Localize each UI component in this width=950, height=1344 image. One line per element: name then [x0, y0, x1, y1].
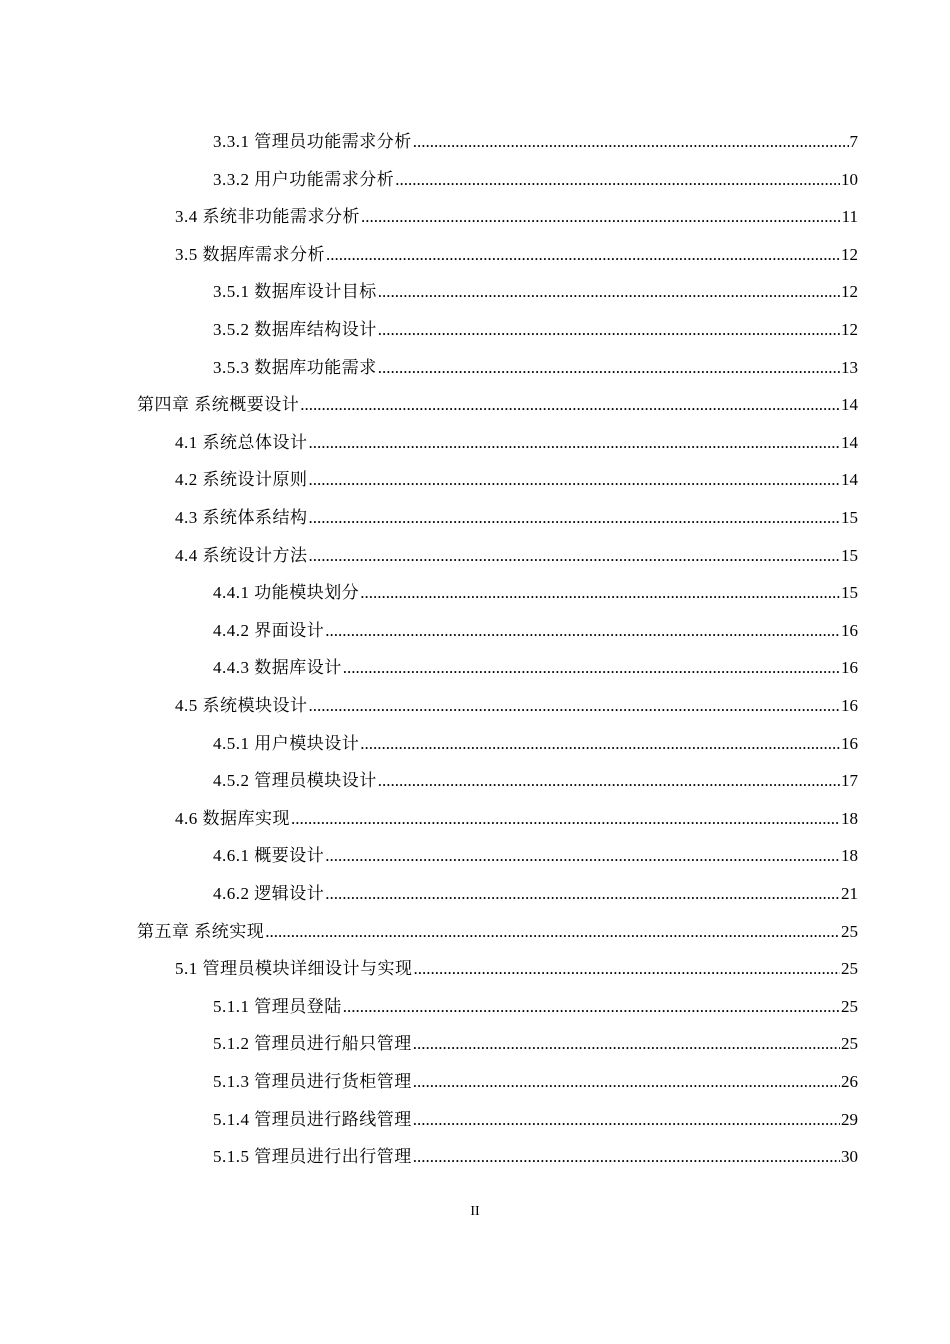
toc-entry-title: 5.1.1 管理员登陆	[213, 996, 342, 1016]
toc-entry-page-number: 14	[841, 432, 858, 452]
toc-entry-level-3[interactable]	[213, 995, 858, 1019]
toc-entry-page-number: 25	[841, 959, 858, 979]
toc-entry-title: 5.1.2 管理员进行船只管理	[213, 1034, 412, 1054]
toc-entry-title: 4.4.3 数据库设计	[213, 658, 342, 678]
toc-entry-title: 4.4.1 功能模块划分	[213, 583, 360, 603]
toc-entry-level-1[interactable]	[137, 393, 858, 417]
toc-dot-leader	[413, 1108, 840, 1132]
toc-dot-leader	[309, 431, 841, 455]
toc-dot-leader	[378, 318, 840, 342]
toc-entry-title: 4.5 系统模块设计	[175, 696, 308, 715]
toc-entry-page-number: 13	[841, 357, 858, 377]
toc-entry-title: 4.1 系统总体设计	[175, 432, 308, 452]
toc-dot-leader	[413, 1032, 840, 1056]
toc-entry-title: 第四章 系统概要设计	[137, 395, 300, 415]
toc-entry-title: 3.5.3 数据库功能需求	[213, 357, 377, 377]
toc-dot-leader	[378, 356, 840, 380]
toc-entry-level-3[interactable]	[213, 656, 858, 680]
toc-dot-leader	[326, 243, 840, 267]
page-number-footer: II	[470, 1204, 480, 1219]
toc-entry-page-number: 15	[841, 583, 858, 603]
toc-entry-page-number: 14	[841, 470, 858, 490]
toc-entry-level-3[interactable]	[213, 356, 858, 380]
toc-entry-title: 4.4 系统设计方法	[175, 545, 308, 565]
toc-dot-leader	[395, 168, 840, 192]
toc-entry-level-1[interactable]	[137, 920, 858, 944]
toc-dot-leader	[325, 619, 840, 643]
toc-entry-title: 4.4.2 界面设计	[213, 620, 325, 640]
toc-entry-level-3[interactable]	[213, 1145, 858, 1169]
toc-dot-leader	[343, 995, 840, 1019]
toc-entry-level-2[interactable]	[175, 544, 858, 568]
toc-entry-level-3[interactable]	[213, 168, 858, 192]
toc-dot-leader	[413, 1145, 840, 1169]
toc-entry-page-number: 12	[841, 282, 858, 302]
toc-entry-page-number: 16	[841, 696, 858, 715]
toc-entry-level-3[interactable]	[213, 619, 858, 643]
toc-entry-page-number: 29	[841, 1109, 858, 1129]
toc-entry-level-3[interactable]	[213, 1108, 858, 1132]
toc-entry-title: 3.5 数据库需求分析	[175, 244, 325, 264]
toc-entry-level-2[interactable]	[175, 468, 858, 492]
toc-dot-leader	[291, 807, 840, 831]
toc-entry-title: 第五章 系统实现	[137, 921, 265, 941]
toc-entry-page-number: 14	[841, 395, 858, 415]
toc-entry-page-number: 25	[841, 996, 858, 1016]
toc-entry-title: 4.6 数据库实现	[175, 808, 290, 828]
toc-entry-title: 5.1.5 管理员进行出行管理	[213, 1147, 412, 1167]
toc-entry-level-3[interactable]	[213, 1070, 858, 1094]
toc-entry-page-number: 21	[841, 884, 858, 903]
toc-entry-title: 5.1.4 管理员进行路线管理	[213, 1109, 412, 1129]
toc-entry-page-number: 11	[841, 207, 858, 227]
toc-entry-page-number: 16	[841, 733, 858, 753]
toc-entry-level-2[interactable]	[175, 431, 858, 455]
toc-entry-level-2[interactable]	[175, 205, 858, 229]
toc-entry-title: 3.4 系统非功能需求分析	[175, 207, 360, 227]
toc-dot-leader	[300, 393, 840, 417]
toc-entry-page-number: 18	[841, 846, 858, 866]
toc-entry-title: 3.3.1 管理员功能需求分析	[213, 132, 412, 151]
toc-entry-level-2[interactable]	[175, 694, 858, 718]
toc-entry-title: 4.2 系统设计原则	[175, 470, 308, 490]
toc-entry-title: 4.3 系统体系结构	[175, 508, 308, 527]
toc-dot-leader	[378, 280, 840, 304]
toc-entry-title: 3.3.2 用户功能需求分析	[213, 169, 395, 189]
toc-entry-level-3[interactable]	[213, 318, 858, 342]
toc-entry-level-2[interactable]	[175, 243, 858, 267]
toc-entry-page-number: 26	[841, 1072, 858, 1091]
toc-entry-level-3[interactable]	[213, 882, 858, 906]
toc-entry-page-number: 12	[841, 244, 858, 264]
toc-dot-leader	[309, 506, 841, 530]
toc-dot-leader	[360, 732, 840, 756]
toc-entry-title: 3.5.2 数据库结构设计	[213, 320, 377, 339]
toc-entry-level-2[interactable]	[175, 957, 858, 981]
toc-dot-leader	[361, 205, 841, 229]
toc-entry-page-number: 25	[841, 1034, 858, 1054]
toc-dot-leader	[325, 882, 840, 906]
toc-entry-level-3[interactable]	[213, 769, 858, 793]
toc-entry-title: 4.6.1 概要设计	[213, 846, 325, 866]
toc-entry-level-3[interactable]	[213, 844, 858, 868]
toc-dot-leader	[309, 694, 841, 718]
toc-entry-level-3[interactable]	[213, 1032, 858, 1056]
toc-entry-page-number: 12	[841, 320, 858, 339]
toc-entry-page-number: 17	[841, 771, 858, 791]
toc-entry-level-3[interactable]	[213, 280, 858, 304]
toc-entry-page-number: 18	[841, 808, 858, 828]
toc-entry-title: 3.5.1 数据库设计目标	[213, 282, 377, 302]
toc-entry-page-number: 25	[841, 921, 858, 941]
toc-entry-level-2[interactable]	[175, 807, 858, 831]
toc-entry-page-number: 30	[841, 1147, 858, 1167]
toc-entry-title: 4.5.2 管理员模块设计	[213, 771, 377, 791]
toc-entry-page-number: 16	[841, 620, 858, 640]
toc-entry-title: 4.5.1 用户模块设计	[213, 733, 360, 753]
toc-entry-level-3[interactable]	[213, 581, 858, 605]
toc-entry-page-number: 7	[849, 132, 858, 151]
toc-dot-leader	[343, 656, 840, 680]
toc-entry-title: 5.1 管理员模块详细设计与实现	[175, 959, 413, 979]
toc-entry-page-number: 15	[841, 508, 858, 527]
toc-entry-level-3[interactable]	[213, 732, 858, 756]
toc-dot-leader	[413, 130, 849, 154]
toc-entry-page-number: 10	[841, 169, 858, 189]
toc-dot-leader	[378, 769, 840, 793]
toc-entry-title: 5.1.3 管理员进行货柜管理	[213, 1072, 412, 1091]
toc-dot-leader	[265, 920, 840, 944]
toc-dot-leader	[309, 468, 841, 492]
toc-dot-leader	[325, 844, 840, 868]
toc-dot-leader	[360, 581, 840, 605]
toc-entry-level-2[interactable]	[175, 506, 858, 530]
toc-dot-leader	[413, 1070, 840, 1094]
toc-dot-leader	[309, 544, 841, 568]
toc-entry-page-number: 16	[841, 658, 858, 678]
toc-entry-title: 4.6.2 逻辑设计	[213, 884, 325, 903]
toc-entry-page-number: 15	[841, 545, 858, 565]
toc-dot-leader	[414, 957, 841, 981]
toc-entry-level-3[interactable]	[213, 130, 858, 154]
